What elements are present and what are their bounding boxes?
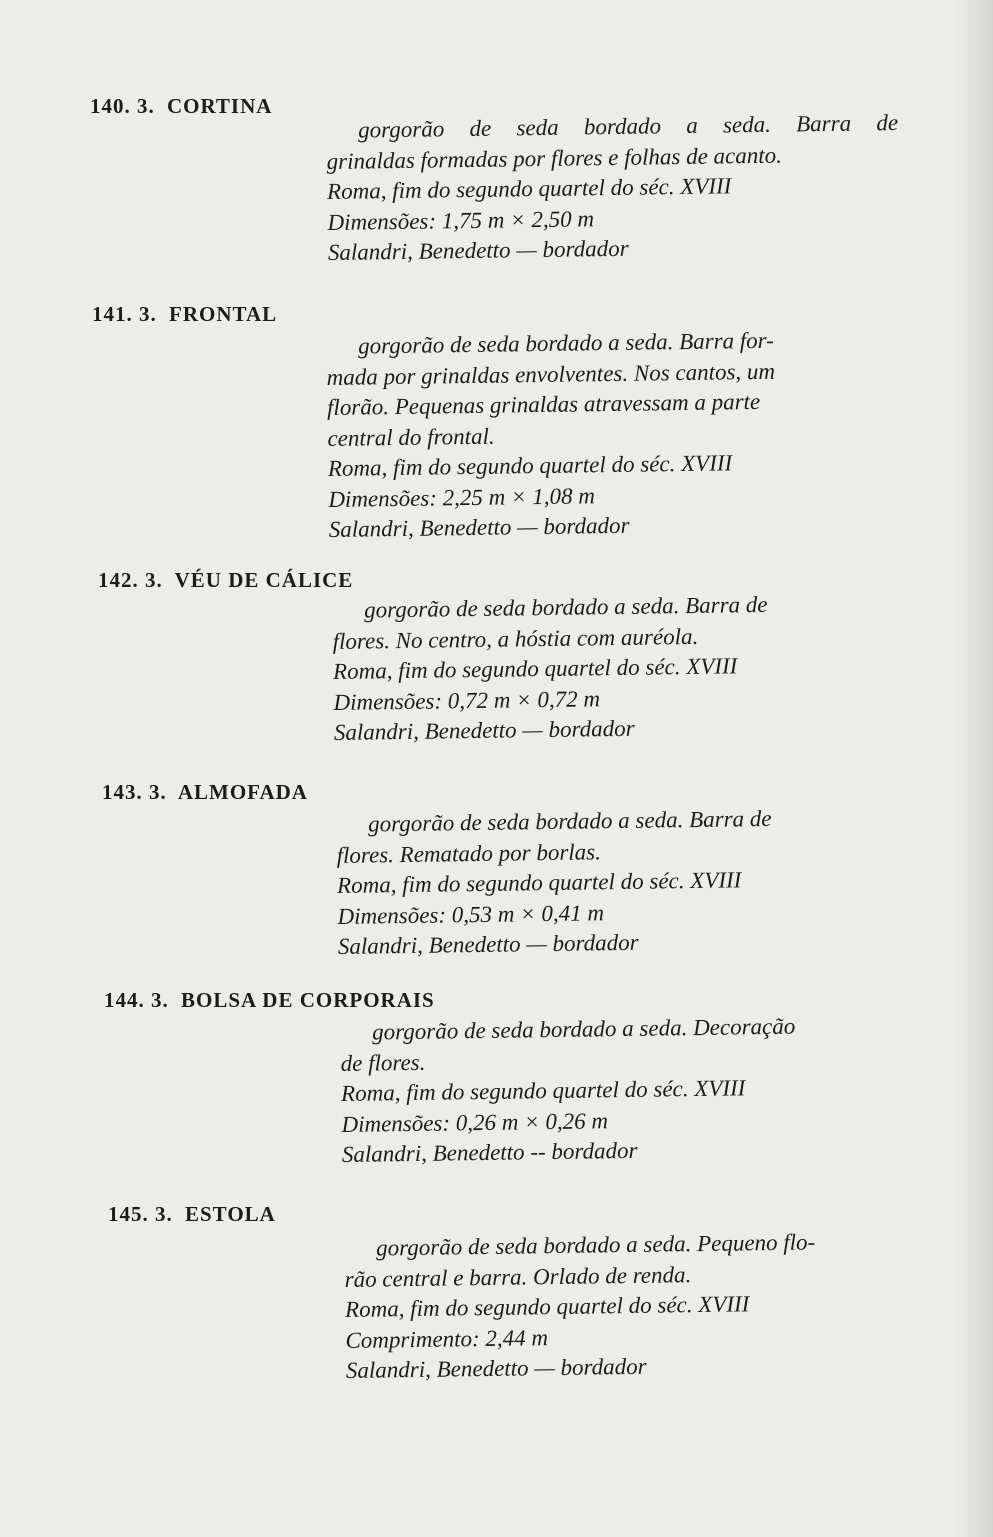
description-line: Comprimento: 2,44 m [345, 1324, 549, 1353]
description-line: Salandri, Benedetto — bordador [328, 512, 630, 542]
entry-description [326, 326, 777, 546]
entry-number: 144. 3. [104, 988, 169, 1012]
entry-description [332, 590, 769, 749]
description-line: Roma, fim do segundo quartel do séc. XVIII [332, 653, 738, 684]
description-line: Salandri, Benedetto — bordador [327, 235, 629, 265]
entry-description [340, 1012, 797, 1171]
description-line: de flores. [340, 1049, 426, 1076]
description-line: central do frontal. [327, 423, 495, 451]
description-line: rão central e barra. Orlado de renda. [344, 1261, 692, 1292]
entry-description [336, 804, 773, 963]
entry-heading [98, 568, 353, 593]
entry-heading [90, 94, 272, 119]
description-line: Dimensões: 2,25 m × 1,08 m [328, 482, 596, 512]
description-line: Roma, fim do segundo quartel do séc. XVIII [327, 450, 733, 481]
description-line: flores. No centro, a hóstia com auréola. [332, 623, 699, 654]
entry-number: 145. 3. [108, 1202, 173, 1226]
entry-heading [102, 780, 308, 805]
description-line: florão. Pequenas grinaldas atravessam a parte [326, 388, 761, 420]
description-line: Roma, fim do segundo quartel do séc. XVIII [344, 1291, 750, 1322]
description-line: gorgorão de seda bordado a seda. Decoração [372, 1013, 796, 1045]
entry-number: 143. 3. [102, 780, 167, 804]
description-line: mada por grinaldas envolventes. Nos cantos, um [326, 358, 776, 390]
description-line: Roma, fim do segundo quartel do séc. XVIII [340, 1075, 746, 1106]
description-line: Dimensões: 0,53 m × 0,41 m [337, 899, 605, 929]
description-line: gorgorão de seda bordado a seda. Barra de [364, 591, 768, 623]
entry-number: 140. 3. [90, 94, 155, 118]
entry-heading [92, 302, 277, 327]
description-line: gorgorão de seda bordado a seda. Barra de [358, 110, 899, 143]
description-line: Roma, fim do segundo quartel do séc. XVIII [326, 173, 732, 204]
entry-heading [108, 1202, 276, 1227]
entry-heading [104, 988, 435, 1013]
entry-description [344, 1227, 817, 1386]
description-line: Roma, fim do segundo quartel do séc. XVIII [336, 867, 742, 898]
description-line: Salandri, Benedetto — bordador [333, 715, 635, 745]
description-line: gorgorão de seda bordado a seda. Barra for- [358, 327, 775, 359]
entry-title: BOLSA DE CORPORAIS [181, 988, 435, 1012]
entry-title: FRONTAL [169, 302, 278, 326]
entry-title: ESTOLA [185, 1202, 276, 1226]
entry-title: ALMOFADA [177, 780, 308, 804]
entry-number: 141. 3. [92, 302, 157, 326]
description-line: grinaldas formadas por flores e folhas de acanto. [326, 142, 783, 174]
description-line: Salandri, Benedetto — bordador [337, 929, 639, 959]
description-line: Salandri, Benedetto — bordador [345, 1353, 647, 1383]
description-line: Dimensões: 1,75 m × 2,50 m [327, 205, 595, 235]
entry-number: 142. 3. [98, 568, 163, 592]
description-line: flores. Rematado por borlas. [336, 838, 602, 868]
entry-description [326, 108, 900, 268]
description-line: gorgorão de seda bordado a seda. Barra de [368, 805, 772, 837]
description-line: gorgorão de seda bordado a seda. Pequeno flo- [376, 1229, 816, 1261]
entry-title: CORTINA [167, 94, 273, 118]
description-line: Dimensões: 0,72 m × 0,72 m [333, 685, 601, 715]
description-line: Dimensões: 0,26 m × 0,26 m [341, 1107, 609, 1137]
entry-title: VÉU DE CÁLICE [174, 568, 354, 592]
description-line: Salandri, Benedetto -- bordador [341, 1137, 638, 1167]
